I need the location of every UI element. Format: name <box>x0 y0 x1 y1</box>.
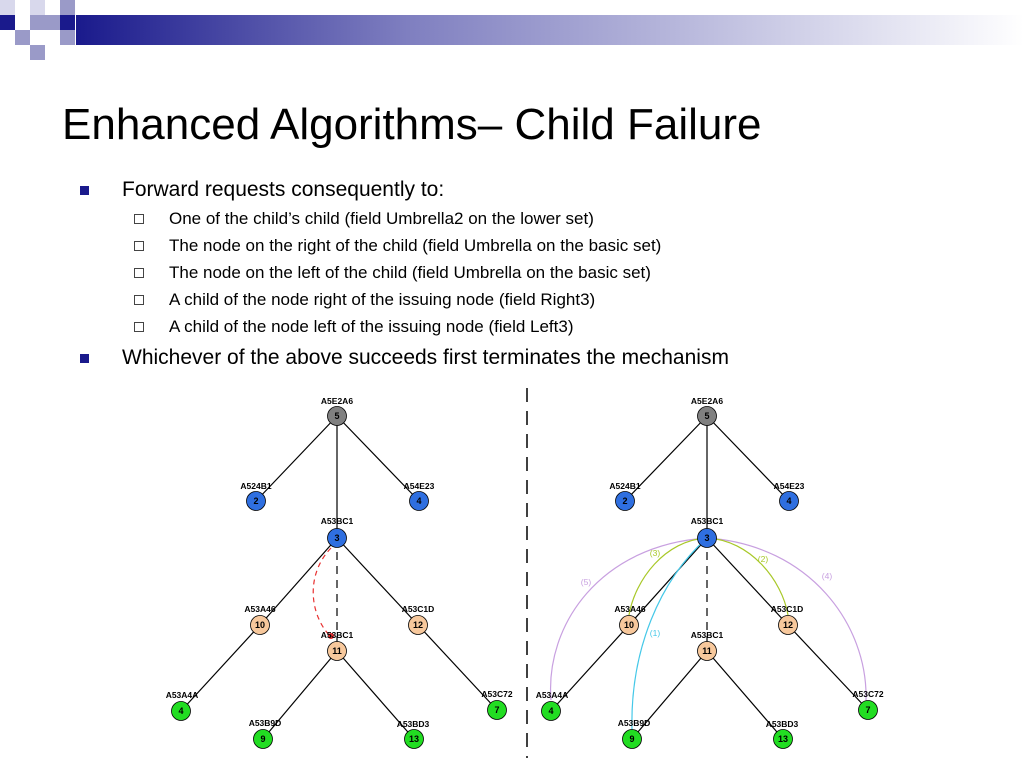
node-number: 9 <box>260 734 266 744</box>
tree-node <box>774 481 805 511</box>
path-label: (5) <box>580 577 592 587</box>
tree-node <box>321 630 354 661</box>
tree-node <box>766 719 799 749</box>
node-number: 12 <box>782 620 794 630</box>
tree-node <box>771 604 804 635</box>
node-label: A524B1 <box>609 481 641 491</box>
node-label: A53BC1 <box>690 630 724 640</box>
node-label: A53BC1 <box>320 630 354 640</box>
node-number: 9 <box>629 734 635 744</box>
tree-node <box>618 718 651 749</box>
node-number: 5 <box>334 411 340 421</box>
node-number: 4 <box>178 706 184 716</box>
node-label: A53A46 <box>244 604 276 614</box>
tree-node <box>481 689 512 720</box>
tree-node <box>614 604 645 635</box>
node-label: A53C72 <box>852 689 884 699</box>
tree-node <box>691 396 723 426</box>
node-label: A53C1D <box>770 604 804 614</box>
sub-bullet-text: The node on the right of the child (field Umbrella on the basic set) <box>169 236 662 255</box>
node-number: 11 <box>332 646 342 656</box>
node-number: 12 <box>412 620 424 630</box>
node-number: 10 <box>254 620 266 630</box>
node-number: 5 <box>704 411 710 421</box>
node-number: 7 <box>865 705 871 715</box>
tree-node <box>609 481 640 511</box>
node-label: A53A4A <box>165 690 199 700</box>
slide-title: Enhanced Algorithms– Child Failure <box>62 100 762 149</box>
node-number: 2 <box>253 496 259 506</box>
node-label: A54E23 <box>773 481 805 491</box>
tree-node <box>404 481 435 511</box>
path-label: (2) <box>757 554 769 564</box>
node-number: 10 <box>623 620 635 630</box>
node-number: 4 <box>548 706 554 716</box>
sub-bullet-text: One of the child’s child (field Umbrella2 on the lower set) <box>169 209 594 228</box>
tree-node <box>244 604 275 635</box>
tree-node <box>166 690 199 721</box>
node-number: 4 <box>786 496 792 506</box>
node-number: 13 <box>777 734 789 744</box>
node-label: A53BC1 <box>690 516 724 526</box>
node-label: A53BD3 <box>765 719 799 729</box>
tree-node <box>321 516 354 548</box>
sub-bullet-text: A child of the node right of the issuing node (field Right3) <box>169 290 596 309</box>
node-number: 3 <box>334 533 340 543</box>
tree-node <box>321 396 353 426</box>
node-number: 13 <box>408 734 420 744</box>
node-label: A53A46 <box>614 604 646 614</box>
right-tree <box>536 396 884 749</box>
left-tree <box>166 396 513 749</box>
tree-node <box>852 689 883 720</box>
node-label: A53BC1 <box>320 516 354 526</box>
node-label: A5E2A6 <box>690 396 724 406</box>
tree-node <box>249 718 282 749</box>
node-number: 7 <box>494 705 500 715</box>
node-label: A54E23 <box>403 481 435 491</box>
tree-node <box>397 719 430 749</box>
node-label: A524B1 <box>240 481 272 491</box>
node-label: A5E2A6 <box>320 396 354 406</box>
sub-bullet-text: A child of the node left of the issuing node (field Left3) <box>169 317 574 336</box>
node-number: 3 <box>704 533 710 543</box>
node-label: A53B9D <box>617 718 651 728</box>
node-label: A53C1D <box>401 604 435 614</box>
path-label: (4) <box>821 571 833 581</box>
node-label: A53B9D <box>248 718 282 728</box>
tree-node <box>691 516 724 548</box>
tree-node <box>691 630 724 661</box>
tree-node <box>240 481 271 511</box>
node-label: A53BD3 <box>396 719 430 729</box>
node-label: A53A4A <box>535 690 569 700</box>
bullet-text: Whichever of the above succeeds first terminates the mechanism <box>122 346 729 369</box>
node-number: 11 <box>702 646 712 656</box>
tree-node <box>402 604 435 635</box>
path-label: (3) <box>649 548 661 558</box>
tree-node <box>536 690 569 721</box>
node-number: 4 <box>416 496 422 506</box>
node-label: A53C72 <box>481 689 513 699</box>
sub-bullet-text: The node on the left of the child (field Umbrella on the basic set) <box>169 263 651 282</box>
node-number: 2 <box>622 496 628 506</box>
path-label: (1) <box>649 628 661 638</box>
bullet-text: Forward requests consequently to: <box>122 178 445 201</box>
